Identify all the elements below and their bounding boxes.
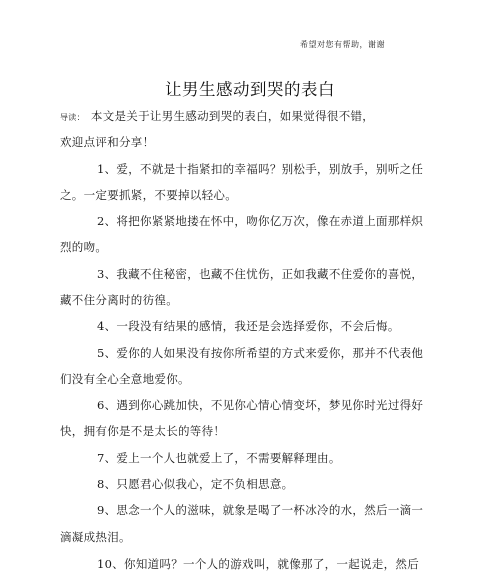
item-line: 2、将把你紧紧地搂在怀中，吻你亿万次，像在赤道上面那样炽 (97, 214, 424, 228)
intro-text-1: 本文是关于让男生感动到哭的表白，如果觉得很不错， (90, 109, 375, 123)
item-line: 们没有全心全意地爱你。 (60, 372, 190, 386)
intro-lead: 导读： (60, 113, 85, 122)
intro-line-2: 欢迎点评和分享！ (60, 135, 155, 149)
item-line: 之。一定要抓紧，不要掉以轻心。 (60, 188, 237, 202)
item-line: 8、只愿君心似我心，定不负相思意。 (97, 477, 294, 491)
item-line: 4、一段没有结果的感情，我还是会选择爱你，不会后悔。 (97, 319, 400, 333)
item-line: 快，拥有你是不是太长的等待！ (60, 424, 226, 438)
item-line: 7、爱上一个人也就爱上了，不需要解释理由。 (97, 451, 341, 465)
item-line: 滴凝成热泪。 (60, 530, 131, 544)
item-line: 5、爱你的人如果没有按你所希望的方式来爱你，那并不代表他 (97, 346, 424, 360)
header-note: 希望对您有帮助，谢谢 (300, 40, 385, 49)
item-line: 1、爱，不就是十指紧扣的幸福吗？别松手，别放手，别听之任 (97, 162, 424, 176)
item-line: 烈的吻。 (60, 240, 108, 254)
item-line: 3、我藏不住秘密，也藏不住忧伤，正如我藏不住爱你的喜悦， (97, 267, 424, 281)
page-title: 让男生感动到哭的表白 (165, 80, 335, 99)
item-line: 6、遇到你心跳加快，不见你心情心情变坏，梦见你时光过得好 (97, 398, 424, 412)
item-line: 10、你知道吗？一个人的游戏叫，就像那了，一起说走，然后 (97, 557, 420, 571)
intro-line-1 (60, 108, 374, 124)
item-line: 藏不住分离时的彷徨。 (60, 293, 178, 307)
item-line: 9、思念一个人的滋味，就象是喝了一杯冰冷的水，然后一滴一 (97, 503, 424, 517)
